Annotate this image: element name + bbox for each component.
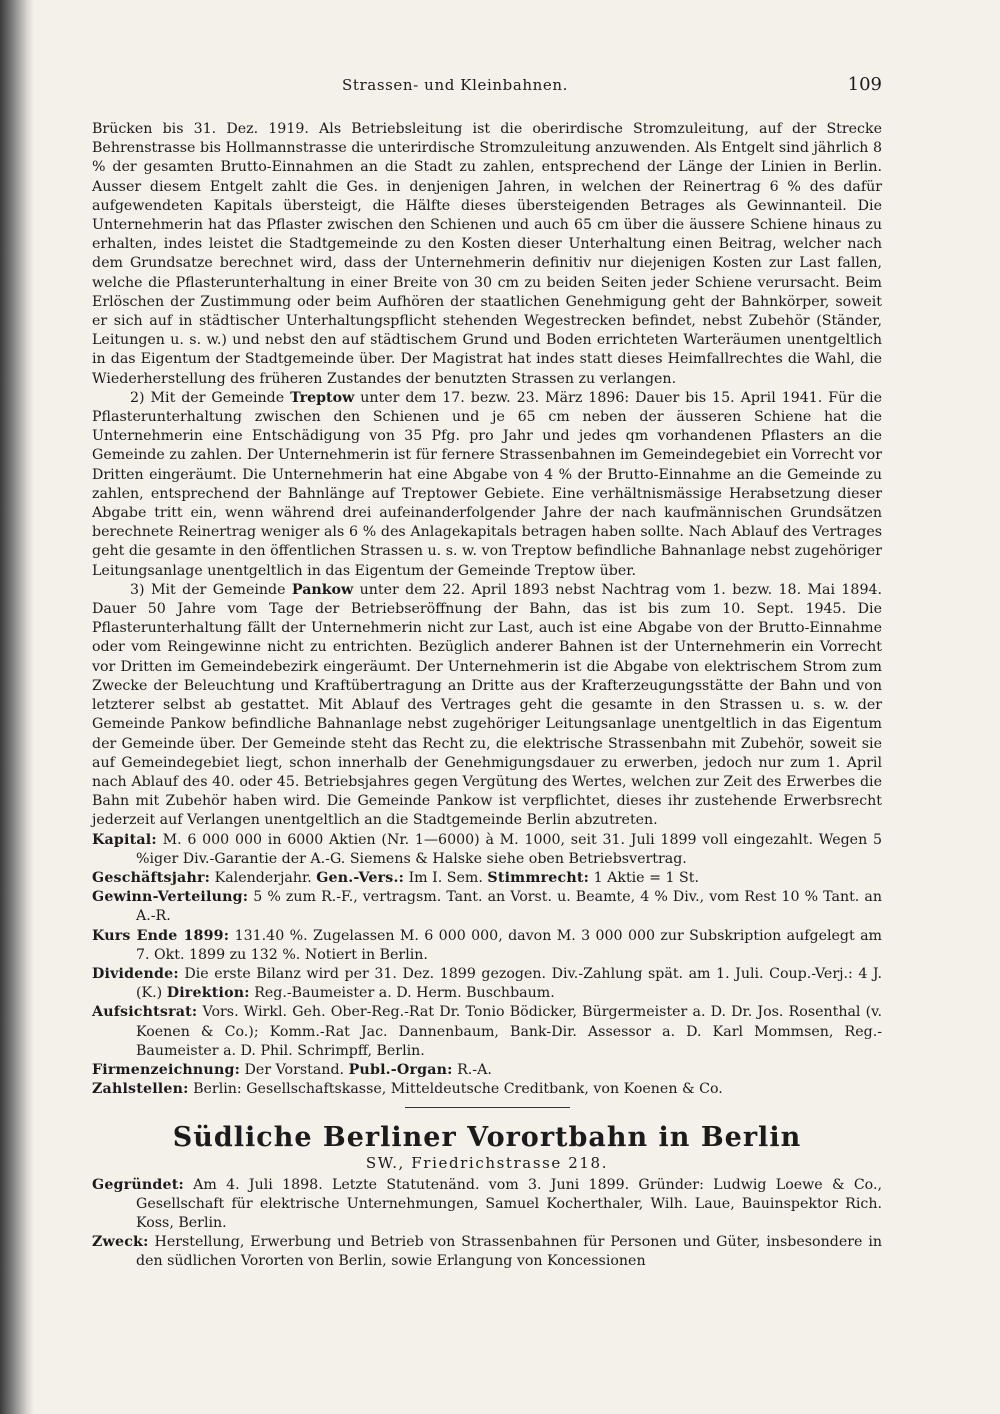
treptow-place: Treptow xyxy=(290,389,355,406)
entry-zahl-key: Zahlstellen: xyxy=(92,1081,189,1098)
entry-firmenzeichnung xyxy=(92,1061,882,1080)
binding-shadow xyxy=(0,0,34,1414)
pankow-lead: 3) Mit der Gemeinde xyxy=(130,581,286,598)
entry-publ-key: Publ.-Organ: xyxy=(348,1061,453,1078)
entry-dir-text: Reg.-Baumeister a. D. Herm. Buschbaum. xyxy=(254,985,555,1002)
section-divider xyxy=(405,1107,570,1108)
entry-gv-key: Gen.-Vers.: xyxy=(316,869,405,886)
running-title: Strassen- und Kleinbahnen. xyxy=(342,76,568,94)
entry-gegr-text: Am 4. Juli 1898. Letzte Statutenänd. vom 3. Juni 1899. Gründer: Ludwig Loewe & Co., Gesellschaft für elektrische Unternehmungen, Samuel Kocherthaler, Wilh. Laue, Bauinspektor Rich. Koss, Berlin. xyxy=(136,1176,882,1231)
entry-zweck-key: Zweck: xyxy=(92,1234,149,1251)
entry-kurs xyxy=(92,927,882,965)
entry-firma-text: Der Vorstand. xyxy=(244,1061,345,1078)
entry-gewinn-text: 5 % zum R.-F., vertragsm. Tant. an Vorst. u. Beamte, 4 % Div., vom Rest 10 % Tant. an A.-R. xyxy=(136,889,882,925)
entry-firma-key: Firmenzeichnung: xyxy=(92,1061,241,1078)
treptow-lead: 2) Mit der Gemeinde xyxy=(130,389,285,406)
entry-kurs-text: 131.40 %. Zugelassen M. 6 000 000, davon M. 3 000 000 zur Subskription aufgelegt am 7. Okt. 1899 zu 132 %. Notiert in Berlin. xyxy=(136,927,882,963)
entry-div-key: Dividende: xyxy=(92,965,179,982)
entry-kapital-key: Kapital: xyxy=(92,831,157,848)
entry-sr-key: Stimmrecht: xyxy=(487,869,590,886)
entry-publ-text: R.-A. xyxy=(457,1061,492,1078)
section-title: Südliche Berliner Vorortbahn in Berlin xyxy=(172,1122,802,1154)
entry-gegruendet xyxy=(92,1176,882,1234)
pankow-place: Pankow xyxy=(291,581,354,598)
paragraph-treptow xyxy=(92,389,882,581)
entry-dir-key: Direktion: xyxy=(166,985,250,1002)
entry-zahl-text: Berlin: Gesellschaftskasse, Mitteldeutsche Creditbank, von Koenen & Co. xyxy=(193,1081,723,1098)
entry-aufsichtsrat xyxy=(92,1003,882,1061)
page-header xyxy=(92,76,882,102)
entry-kurs-key: Kurs Ende 1899: xyxy=(92,927,230,944)
paragraph-pankow xyxy=(92,581,882,831)
page-number: 109 xyxy=(847,74,882,95)
entry-zweck-text: Herstellung, Erwerbung und Betrieb von Strassenbahnen für Personen und Güter, insbesondere in den südlichen Vororten von Berlin, sowie Erlangung von Koncessionen xyxy=(136,1234,882,1270)
entry-geschaeftsjahr xyxy=(92,869,882,888)
entry-dividende xyxy=(92,965,882,1003)
entry-kapital-text: M. 6 000 000 in 6000 Aktien (Nr. 1—6000) à M. 1000, seit 31. Juli 1899 voll eingezahlt. Wegen 5 %iger Div.-Garantie der A.-G. Siemens & Halske siehe oben Betriebsvertrag. xyxy=(136,831,882,867)
entry-ar-key: Aufsichtsrat: xyxy=(92,1004,198,1021)
entry-zahlstellen xyxy=(92,1080,882,1099)
entry-ar-text: Vors. Wirkl. Geh. Ober-Reg.-Rat Dr. Tonio Bödicker, Bürgermeister a. D. Dr. Jos. Rosenthal (v. Koenen & Co.); Komm.-Rat Jac. Dannenbaum, Bank-Dir. Assessor a. D. Karl Mommsen, Reg.-Baumeister a. D. Phil. Schrimpff, Berlin. xyxy=(136,1004,883,1059)
entry-gj-key: Geschäftsjahr: xyxy=(92,869,211,886)
entry-sr-text: 1 Aktie = 1 St. xyxy=(593,869,699,886)
treptow-text: unter dem 17. bezw. 23. März 1896: Dauer bis 15. April 1941. Für die Pflasterunterhaltung zwischen den Schienen und je 65 cm neben der äusseren Schiene hat die Unternehmerin eine Entschädigung von 35 Pfg. pro Jahr und jedes qm vorhandenen Pflasters an die Gemeinde zu zahlen. Der Unternehmerin ist für fernere Strassenbahnen im Gemeindegebiet ein Vorrecht vor Dritten eingeräumt. Die Unternehmerin hat eine Abgabe von 4 % der Brutto-Einnahme an die Gemeinde zu zahlen, entsprechend der Bahnlänge auf Treptower Gebiete. Eine verhältnismässige Herabsetzung dieser Abgabe tritt ein, wenn während drei aufeinanderfolgender Jahre der nach kaufmännischen Grundsätzen berechnete Reinertrag weniger als 6 % des Anlagekapitals betragen haben sollte. Nach Ablauf des Vertrages geht die gesamte in den öffentlichen Strassen u. s. w. von Treptow befindliche Bahnanlage nebst zugehöriger Leitungsanlage unentgeltlich in das Eigentum der Gemeinde Treptow über. xyxy=(92,389,882,579)
pankow-text: unter dem 22. April 1893 nebst Nachtrag vom 1. bezw. 18. Mai 1894. Dauer 50 Jahre vom Tage der Betriebseröffnung der Bahn, das ist bis zum 10. Sept. 1945. Die Pflasterunterhaltung fällt der Unternehmerin nicht zur Last, auch ist eine Abgabe von der Brutto-Einnahme oder vom Reingewinne nicht zu entrichten. Bezüglich anderer Bahnen ist der Unternehmerin ein Vorrecht vor Dritten im Gemeindebezirk eingeräumt. Der Unternehmerin ist die Abgabe von elektrischem Strom zum Zwecke der Beleuchtung und Kraftübertragung an Dritte aus der Krafterzeugungsstätte der Bahn und von letzterer selbst ab gestattet. Mit Ablauf des Vertrages geht die gesamte in den Strassen u. s. w. der Gemeinde Pankow befindliche Bahnanlage nebst zugehöriger Leitungsanlage unentgeltlich in das Eigentum der Gemeinde über. Der Gemeinde steht das Recht zu, die elektrische Strassenbahn mit Zubehör, soweit sie auf Gemeindegebiet liegt, schon innerhalb der Genehmigungsdauer zu erwerben, jedoch nur zum 1. April nach Ablauf des 40. oder 45. Betriebsjahres gegen Vergütung des Wertes, welchen zur Zeit des Erwerbes die Bahn mit Zubehör haben wird. Die Gemeinde Pankow ist verpflichtet, dieses ihr zustehende Erwerbsrecht jederzeit auf Verlangen unentgeltlich an die Stadtgemeinde Berlin abzutreten. xyxy=(92,581,883,829)
entry-zweck xyxy=(92,1233,882,1271)
entry-gv-text: Im I. Sem. xyxy=(408,869,483,886)
paragraph-berlin-contract: Brücken bis 31. Dez. 1919. Als Betriebsleitung ist die oberirdische Stromzuleitung, auf der Strecke Behrenstrasse bis Hollmannstrasse die unterirdische Stromzuleitung anzuwenden. Als Entgelt sind jährlich 8 % der gesamten Brutto-Einnahmen an die Stadt zu zahlen, entsprechend der Länge der Linien in Berlin. Ausser diesem Entgelt zahlt die Ges. in denjenigen Jahren, in welchen der Reinertrag 6 % des dafür aufgewendeten Kapitals übersteigt, die Hälfte dieses übersteigenden Betrages als Gewinnanteil. Die Unternehmerin hat das Pflaster zwischen den Schienen und auch 65 cm über die äussere Schiene hinaus zu erhalten, indes leistet die Stadtgemeinde zu den Kosten dieser Unterhaltung einen Beitrag, welcher nach dem Grundsatze berechnet wird, dass der Unternehmerin definitiv nur diejenigen Kosten zur Last fallen, welche die Pflasterunterhaltung in einer Breite von 30 cm zu beiden Seiten jeder Schiene verursacht. Beim Erlöschen der Zustimmung oder beim Aufhören der staatlichen Genehmigung geht der Bahnkörper, soweit er sich auf in städtischer Unterhaltungspflicht stehenden Wegestrecken befindet, nebst Zubehör (Ständer, Leitungen u. s. w.) und nebst den auf städtischem Grund und Boden errichteten Warteräumen unentgeltlich in das Eigentum der Stadtgemeinde über. Der Magistrat hat indes statt dieses Heimfallrechtes die Wahl, die Wiederherstellung des früheren Zustandes der benutzten Strassen zu verlangen. xyxy=(92,121,882,387)
entry-gj-text: Kalenderjahr. xyxy=(214,869,312,886)
body-text xyxy=(92,120,882,1272)
entry-div-text: Die erste Bilanz wird per 31. Dez. 1899 gezogen. Div.-Zahlung spät. am 1. Juli. Coup.-Verj.: 4 J. (K.) xyxy=(136,965,883,1002)
section-address: SW., Friedrichstrasse 218. xyxy=(365,1154,609,1173)
entry-gegr-key: Gegründet: xyxy=(92,1176,184,1193)
entry-gewinn-key: Gewinn-Verteilung: xyxy=(92,889,249,906)
entry-kapital xyxy=(92,831,882,869)
entry-gewinn xyxy=(92,888,882,926)
